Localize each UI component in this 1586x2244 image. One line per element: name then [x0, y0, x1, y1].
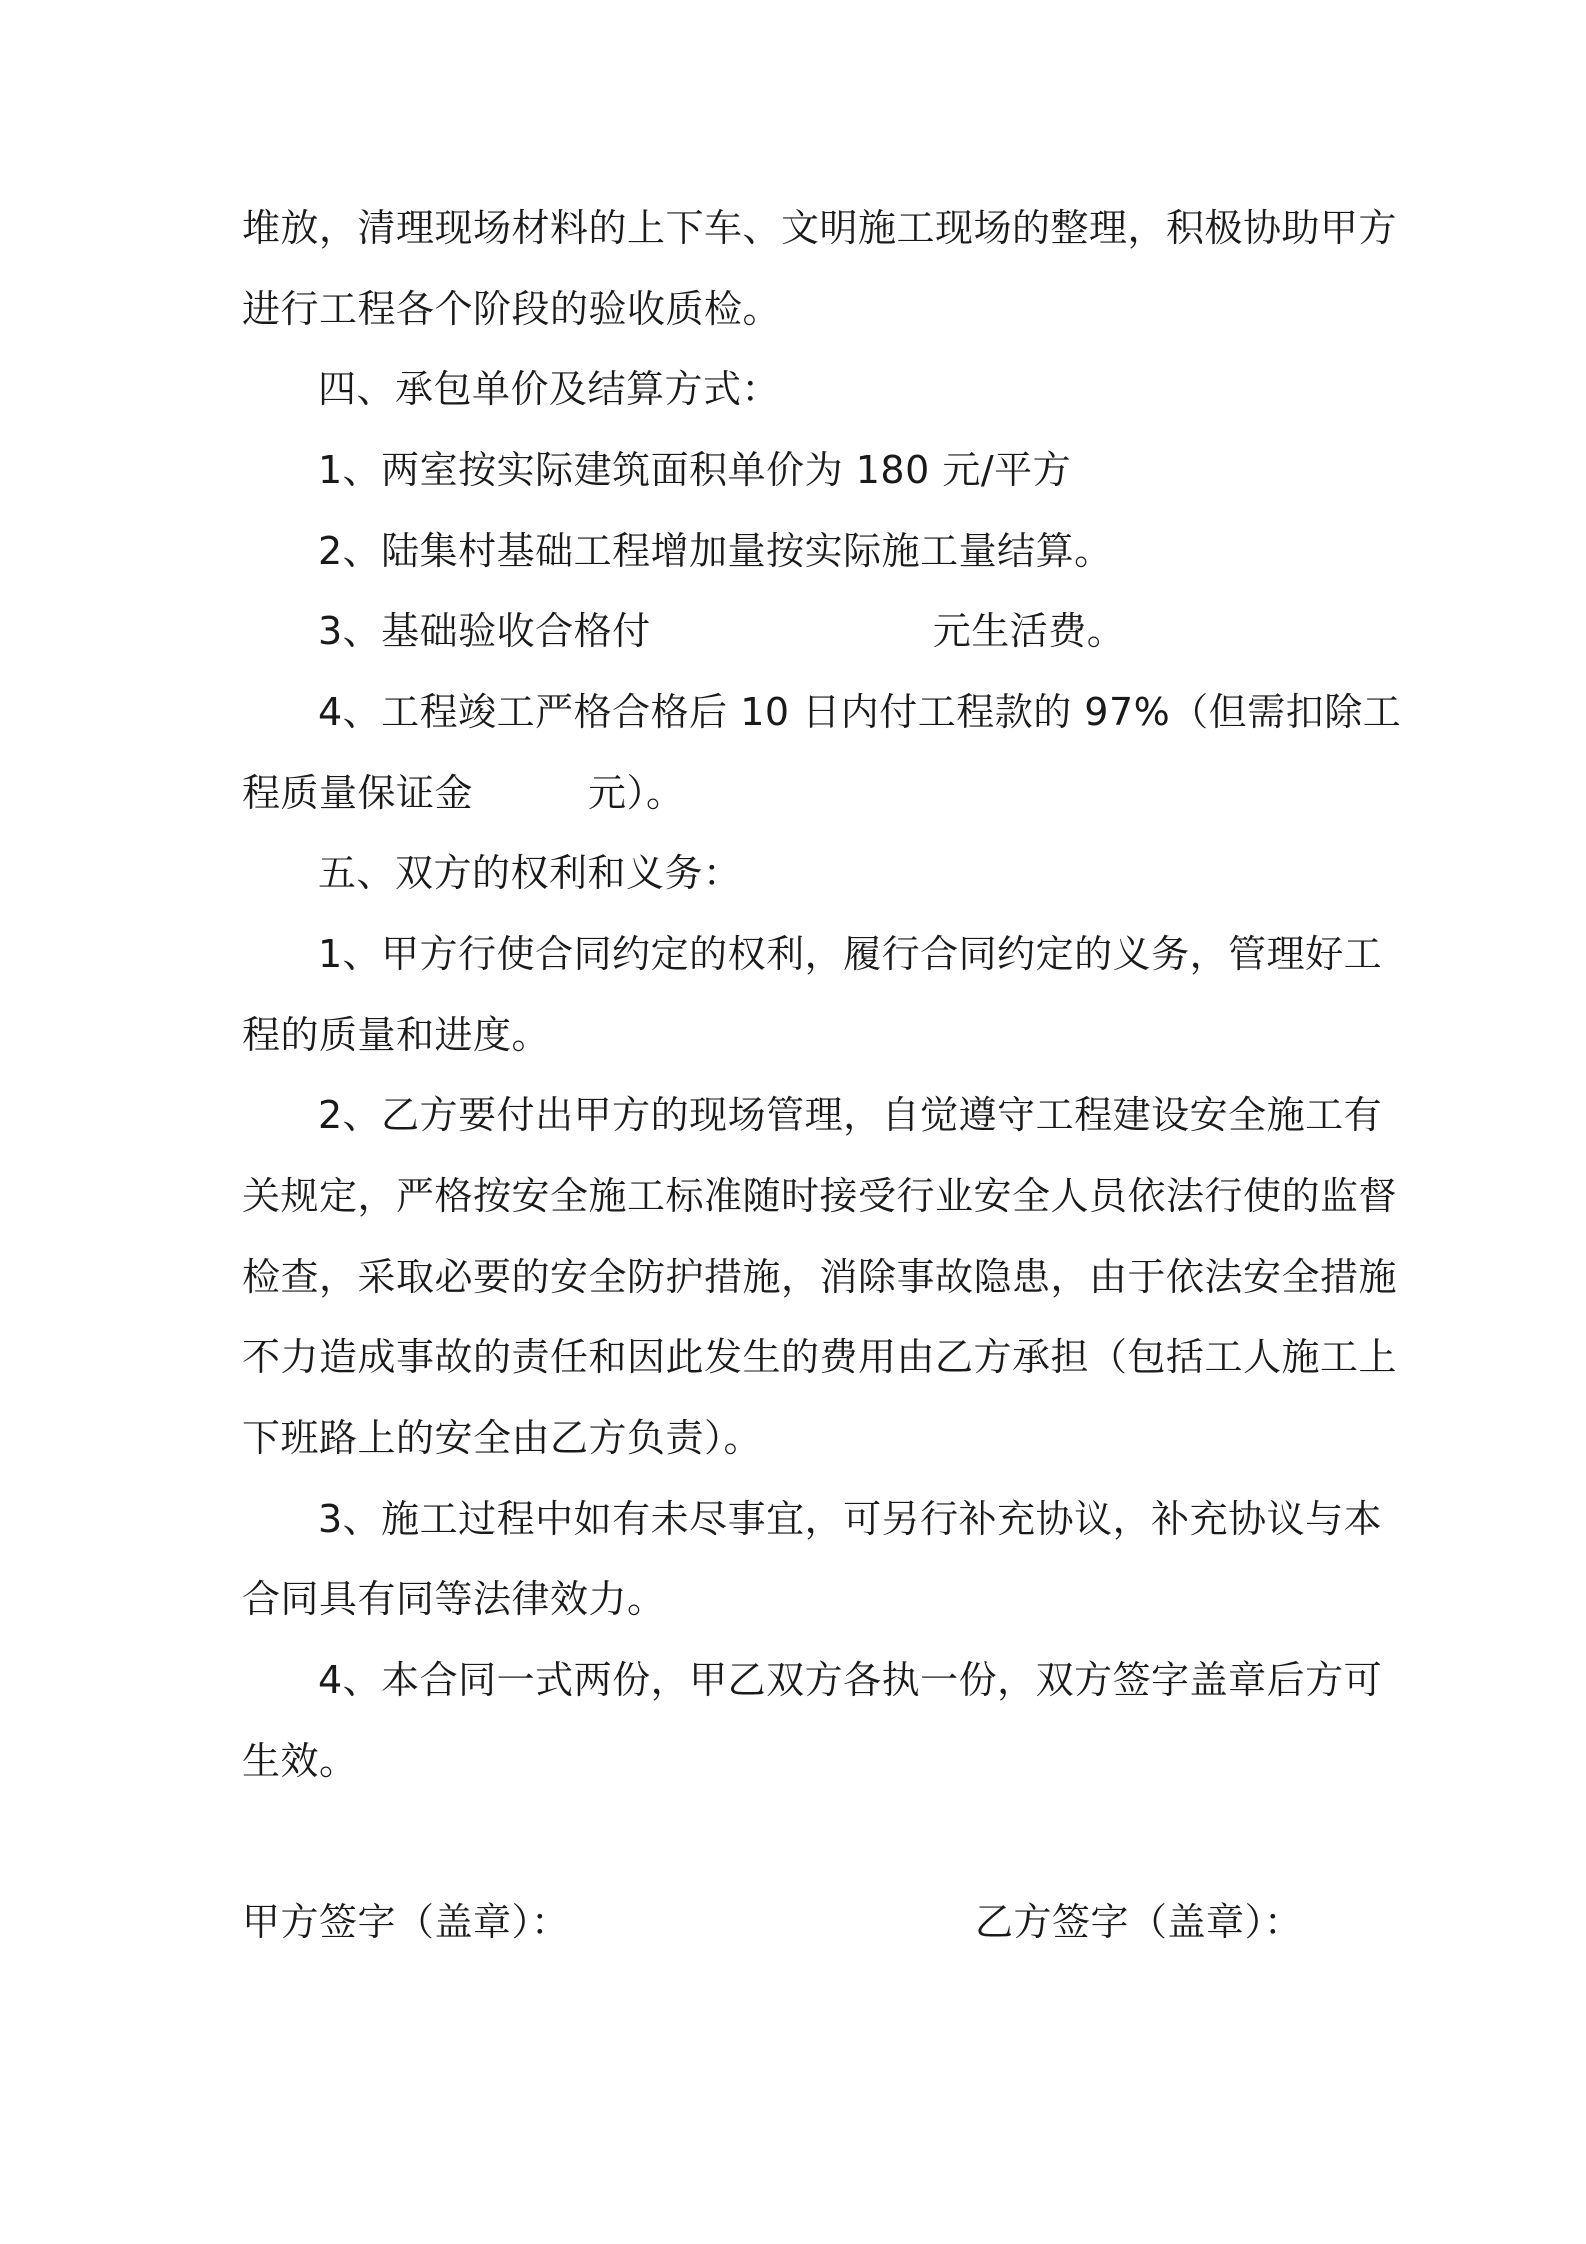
clause-4-3-part1: 3、基础验收合格付: [318, 609, 651, 653]
clause-5-4-cont: 生效。: [242, 1739, 358, 1783]
clause-5-2-cont: 检查，采取必要的安全防护措施，消除事故隐患，由于依法安全措施: [242, 1255, 1398, 1299]
clause-5-2: 2、乙方要付出甲方的现场管理，自觉遵守工程建设安全施工有: [318, 1093, 1383, 1137]
clause-5-2-cont: 下班路上的安全由乙方负责）。: [242, 1416, 763, 1460]
clause-4-3: [318, 605, 1125, 657]
clause-4-3-part2: 元生活费。: [932, 609, 1126, 653]
clause-5-4: 4、本合同一式两份，甲乙双方各执一份，双方签字盖章后方可: [318, 1658, 1383, 1702]
clause-5-1-cont: 程的质量和进度。: [242, 1013, 551, 1057]
section-heading-rights: 五、双方的权利和义务：: [318, 851, 742, 895]
clause-4-4-cont: [242, 767, 685, 819]
clause-4-1: 1、两室按实际建筑面积单价为 180 元/平方: [318, 448, 1072, 492]
clause-5-1: 1、甲方行使合同约定的权利，履行合同约定的义务，管理好工: [318, 932, 1383, 976]
clause-4-4-part2: 元）。: [588, 771, 685, 815]
clause-5-2-cont: 关规定，严格按安全施工标准随时接受行业安全人员依法行使的监督: [242, 1174, 1398, 1218]
section-heading-pricing: 四、承包单价及结算方式：: [318, 367, 781, 411]
party-a-signature-label: 甲方签字（盖章）：: [242, 1900, 570, 1944]
paragraph-line: 堆放，清理现场材料的上下车、文明施工现场的整理，积极协助甲方: [242, 206, 1398, 250]
clause-4-2: 2、陆集村基础工程增加量按实际施工量结算。: [318, 529, 1113, 573]
clause-4-4-part1: 程质量保证金: [242, 771, 474, 815]
paragraph-line: 进行工程各个阶段的验收质检。: [242, 287, 782, 331]
clause-5-3: 3、施工过程中如有未尽事宜，可另行补充协议，补充协议与本: [318, 1497, 1383, 1541]
clause-5-3-cont: 合同具有同等法律效力。: [242, 1577, 666, 1621]
clause-5-2-cont: 不力造成事故的责任和因此发生的费用由乙方承担（包括工人施工上: [242, 1335, 1398, 1379]
party-b-signature-label: 乙方签字（盖章）：: [975, 1900, 1303, 1944]
clause-4-4: 4、工程竣工严格合格后 10 日内付工程款的 97%（但需扣除工: [318, 690, 1402, 734]
